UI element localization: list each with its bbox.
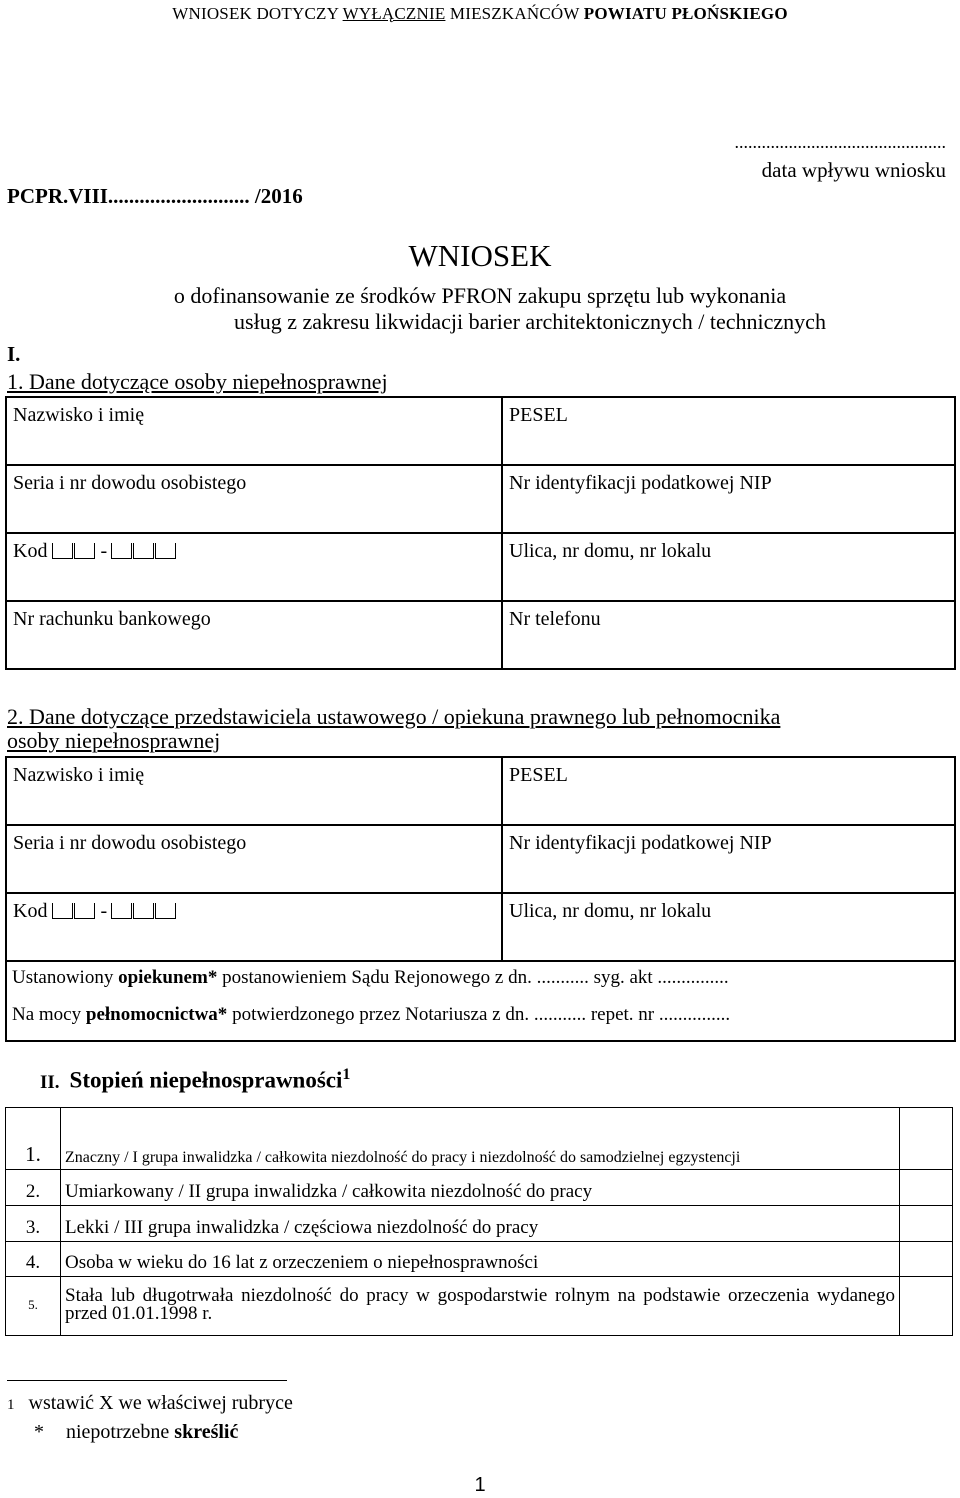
case-number: PCPR.VIII........................... /2016 [7,184,303,208]
degree-checkbox[interactable] [900,1242,953,1277]
footnote-separator [7,1380,287,1381]
rep-street-label: Ulica, nr domu, nr lokalu [509,900,712,922]
disability-degree-table [5,1107,953,1336]
applicant-data-table [5,396,956,670]
postal-digit-box[interactable] [155,543,176,559]
postal-digit-box[interactable] [111,903,132,919]
degree-text: Osoba w wieku do 16 lat z orzeczeniem o niepełnosprawności [61,1242,900,1277]
postal-digit-box[interactable] [111,543,132,559]
postal-digit-box[interactable] [133,543,154,559]
applicant-phone-field[interactable] [502,601,955,669]
degree-number: 1. [6,1108,61,1170]
degree-number: 5. [6,1277,61,1336]
document-title: WNIOSEK [408,238,552,273]
applicant-postal-code-field[interactable] [6,533,502,601]
postal-digit-box[interactable] [74,903,95,919]
section-ii-roman: II. [40,1071,60,1093]
rep-nip-field[interactable] [502,825,955,893]
applicant-postal-code-label: Kod [13,540,48,562]
rep-nip-label: Nr identyfikacji podatkowej NIP [509,832,772,854]
footnote-1-number: 1 [7,1397,15,1413]
footnote-asterisk-mark: * [34,1421,44,1443]
header-text-3: MIESZKAŃCÓW [445,4,584,23]
applicant-bank-account-label: Nr rachunku bankowego [13,608,211,630]
section-i-label: I. [7,342,21,366]
applicant-name-field[interactable] [6,397,502,465]
degree-text: Lekki / III grupa inwalidzka / częściowa niezdolność do pracy [61,1206,900,1242]
degree-row [6,1206,953,1242]
degree-number: 4. [6,1242,61,1277]
rep-postal-code-label: Kod [13,900,48,922]
applicant-street-label: Ulica, nr domu, nr lokalu [509,540,712,562]
degree-checkbox[interactable] [900,1206,953,1242]
applicant-id-card-field[interactable] [6,465,502,533]
footnote-1-text: wstawić X we właściwej rubryce [28,1392,293,1414]
applicant-phone-label: Nr telefonu [509,608,601,630]
representative-data-table [5,756,956,1042]
page-number: 1 [474,1474,486,1496]
header-notice [0,4,960,24]
guardian-text-bold: opiekunem* [118,967,218,988]
section-2-heading-2: osoby niepełnosprawnej [7,728,221,753]
postal-digit-box[interactable] [52,903,73,919]
degree-checkbox[interactable] [900,1108,953,1170]
degree-checkbox[interactable] [900,1170,953,1206]
proxy-text-pre: Na mocy [12,1004,86,1025]
section-ii-heading [40,1066,350,1094]
degree-checkbox[interactable] [900,1277,953,1336]
degree-row [6,1108,953,1170]
document-subtitle-1: o dofinansowanie ze środków PFRON zakupu sprzętu lub wykonania [173,283,787,308]
degree-number: 2. [6,1170,61,1206]
rep-pesel-field[interactable] [502,757,955,825]
applicant-bank-account-field[interactable] [6,601,502,669]
postal-digit-box[interactable] [155,903,176,919]
postal-digit-box[interactable] [74,543,95,559]
intake-date-label: data wpływu wniosku [761,158,946,182]
proxy-line[interactable] [12,1004,730,1026]
guardian-text-pre: Ustanowiony [12,967,119,988]
rep-postal-code-field[interactable] [6,893,502,961]
header-text-2: WYŁĄCZNIE [342,4,446,23]
footnote-asterisk-bold: skreślić [174,1421,239,1443]
footnote-asterisk [34,1421,238,1444]
applicant-pesel-field[interactable] [502,397,955,465]
degree-row [6,1242,953,1277]
postal-dash: - [100,540,108,562]
applicant-pesel-label: PESEL [509,404,568,426]
applicant-nip-field[interactable] [502,465,955,533]
guardian-text-post: postanowieniem Sądu Rejonowego z dn. ........... syg. akt ............... [217,967,729,988]
footnote-asterisk-text: niepotrzebne [66,1421,175,1443]
degree-row [6,1170,953,1206]
degree-text: Znaczny / I grupa inwalidzka / całkowita niezdolność do pracy i niezdolność do samodzielnej egzystencji [61,1108,900,1170]
postal-digit-box[interactable] [133,903,154,919]
document-subtitle-2: usług z zakresu likwidacji barier architektonicznych / technicznych [234,309,826,334]
postal-digit-box[interactable] [52,543,73,559]
header-text-1: WNIOSEK DOTYCZY [172,4,343,23]
section-1-heading: 1. Dane dotyczące osoby niepełnosprawnej [7,369,388,394]
footnote-1 [7,1392,293,1415]
section-2-heading-1: 2. Dane dotyczące przedstawiciela ustawowego / opiekuna prawnego lub pełnomocnika [7,704,781,729]
degree-row [6,1277,953,1336]
degree-number: 3. [6,1206,61,1242]
rep-name-label: Nazwisko i imię [13,764,145,786]
applicant-nip-label: Nr identyfikacji podatkowej NIP [509,472,772,494]
rep-pesel-label: PESEL [509,764,568,786]
postal-dash: - [100,900,108,922]
degree-text: Umiarkowany / II grupa inwalidzka / całkowita niezdolność do pracy [61,1170,900,1206]
degree-text: Stała lub długotrwała niezdolność do pracy w gospodarstwie rolnym na podstawie orzeczenia wydanego przed 01.01.1998 r. [61,1277,900,1336]
rep-street-field[interactable] [502,893,955,961]
rep-id-card-field[interactable] [6,825,502,893]
applicant-street-field[interactable] [502,533,955,601]
guardian-line[interactable] [12,967,729,989]
section-ii-title: Stopień niepełnosprawności [69,1067,343,1093]
applicant-name-label: Nazwisko i imię [13,404,145,426]
intake-date-field[interactable]: ............................................... [734,132,946,152]
proxy-text-post: potwierdzonego przez Notariusza z dn. ........... repet. nr ............... [227,1004,731,1025]
rep-name-field[interactable] [6,757,502,825]
section-ii-footnote-ref: 1 [342,1066,351,1083]
proxy-text-bold: pełnomocnictwa* [85,1004,228,1025]
rep-id-card-label: Seria i nr dowodu osobistego [13,832,247,854]
applicant-id-card-label: Seria i nr dowodu osobistego [13,472,247,494]
header-text-4: POWIATU PŁOŃSKIEGO [583,4,788,23]
